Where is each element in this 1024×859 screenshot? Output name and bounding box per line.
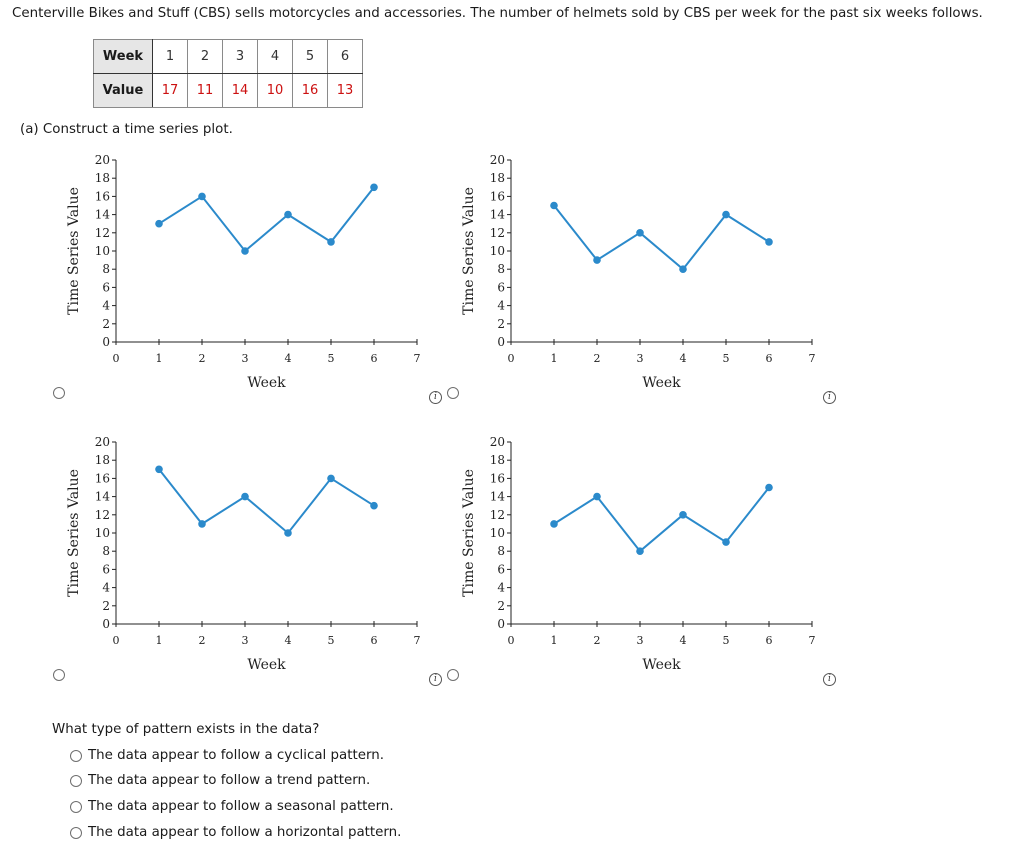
y-tick-label: 4 [102, 298, 110, 313]
x-tick-label: 5 [722, 634, 730, 647]
option-radio[interactable] [70, 801, 82, 813]
x-tick-label: 0 [507, 352, 515, 365]
table-cell-value: 14 [223, 74, 258, 108]
data-point [636, 229, 644, 237]
option-radio[interactable] [70, 775, 82, 787]
x-tick-label: 1 [550, 634, 558, 647]
y-tick-label: 6 [497, 562, 505, 577]
x-tick-label: 0 [507, 634, 515, 647]
y-tick-label: 12 [94, 225, 110, 240]
table-header-week: Week [94, 40, 153, 74]
data-point [155, 220, 163, 228]
table-cell-value: 16 [293, 74, 328, 108]
series-line [554, 488, 769, 552]
data-point [241, 247, 249, 255]
x-tick-label: 7 [413, 352, 421, 365]
data-point [550, 202, 558, 210]
y-axis-label: Time Series Value [66, 187, 82, 315]
y-tick-label: 18 [489, 171, 505, 186]
table-row-value [94, 74, 363, 108]
data-point [636, 547, 644, 555]
x-tick-label: 2 [198, 352, 206, 365]
data-point [679, 511, 687, 519]
table-cell-week: 2 [188, 40, 223, 74]
option-label: The data appear to follow a seasonal pattern. [88, 799, 394, 814]
x-tick-label: 4 [284, 352, 292, 365]
option-label: The data appear to follow a horizontal pattern. [88, 825, 402, 840]
data-point [284, 529, 292, 537]
y-tick-label: 8 [102, 262, 110, 277]
x-tick-label: 6 [370, 634, 378, 647]
table-cell-week: 6 [328, 40, 363, 74]
option-radio[interactable] [70, 750, 82, 762]
pattern-question: What type of pattern exists in the data? [52, 722, 320, 737]
y-axis-label: Time Series Value [461, 187, 477, 315]
time-series-plot-option-1 [60, 148, 440, 398]
info-icon[interactable]: i [823, 391, 836, 404]
time-series-plot-option-3 [60, 430, 440, 680]
x-tick-label: 1 [550, 352, 558, 365]
x-tick-label: 5 [327, 634, 335, 647]
y-tick-label: 18 [94, 453, 110, 468]
x-tick-label: 3 [241, 352, 249, 365]
y-tick-label: 2 [497, 598, 505, 613]
data-point [198, 520, 206, 528]
plot-option-3-radio[interactable] [53, 669, 65, 681]
table-cell-value: 13 [328, 74, 363, 108]
x-tick-label: 3 [636, 634, 644, 647]
y-tick-label: 20 [94, 435, 110, 449]
y-tick-label: 18 [94, 171, 110, 186]
y-tick-label: 6 [102, 562, 110, 577]
y-tick-label: 0 [102, 335, 110, 349]
table-header-value: Value [94, 74, 153, 108]
table-row-week [94, 40, 363, 74]
data-point [241, 493, 249, 501]
y-tick-label: 16 [489, 471, 505, 486]
y-axis-label: Time Series Value [66, 469, 82, 597]
x-tick-label: 2 [198, 634, 206, 647]
info-icon[interactable]: i [429, 673, 442, 686]
y-tick-label: 10 [489, 526, 505, 540]
x-tick-label: 1 [155, 352, 163, 365]
y-tick-label: 4 [497, 298, 505, 313]
y-tick-label: 12 [489, 507, 505, 522]
x-axis-label: Week [247, 657, 286, 673]
plot-option-2-radio[interactable] [447, 387, 459, 399]
data-point [679, 265, 687, 273]
y-tick-label: 14 [489, 207, 505, 222]
info-icon[interactable]: i [429, 391, 442, 404]
y-tick-label: 16 [94, 471, 110, 486]
y-tick-label: 6 [102, 280, 110, 295]
y-tick-label: 2 [102, 598, 110, 613]
plot-option-4-radio[interactable] [447, 669, 459, 681]
x-tick-label: 3 [241, 634, 249, 647]
x-tick-label: 2 [593, 634, 601, 647]
info-icon[interactable]: i [823, 673, 836, 686]
x-tick-label: 6 [765, 634, 773, 647]
y-tick-label: 14 [94, 489, 110, 504]
table-cell-value: 11 [188, 74, 223, 108]
x-tick-label: 0 [112, 352, 120, 365]
time-series-plot-option-4 [455, 430, 835, 680]
data-point [593, 493, 601, 501]
y-tick-label: 12 [489, 225, 505, 240]
y-tick-label: 20 [94, 153, 110, 167]
table-cell-week: 5 [293, 40, 328, 74]
data-point [370, 184, 378, 192]
y-tick-label: 8 [102, 544, 110, 559]
y-axis-label: Time Series Value [461, 469, 477, 597]
x-tick-label: 4 [679, 352, 687, 365]
option-label: The data appear to follow a trend pattern. [88, 773, 371, 788]
table-cell-week: 3 [223, 40, 258, 74]
x-tick-label: 0 [112, 634, 120, 647]
y-tick-label: 2 [102, 316, 110, 331]
x-tick-label: 5 [327, 352, 335, 365]
series-line [159, 469, 374, 533]
x-tick-label: 1 [155, 634, 163, 647]
y-tick-label: 20 [489, 435, 505, 449]
y-tick-label: 12 [94, 507, 110, 522]
y-tick-label: 14 [489, 489, 505, 504]
series-line [159, 187, 374, 251]
x-tick-label: 7 [808, 634, 816, 647]
series-line [554, 206, 769, 270]
y-tick-label: 8 [497, 544, 505, 559]
data-point [765, 238, 773, 246]
y-tick-label: 14 [94, 207, 110, 222]
y-tick-label: 20 [489, 153, 505, 167]
table-cell-value: 10 [258, 74, 293, 108]
x-tick-label: 6 [370, 352, 378, 365]
x-axis-label: Week [247, 375, 286, 391]
table-cell-week: 1 [153, 40, 188, 74]
intro-text: Centerville Bikes and Stuff (CBS) sells motorcycles and accessories. The number of helmets sold by CBS per week for the past six weeks follows. [12, 6, 983, 21]
x-tick-label: 2 [593, 352, 601, 365]
x-axis-label: Week [642, 375, 681, 391]
x-tick-label: 4 [679, 634, 687, 647]
x-tick-label: 6 [765, 352, 773, 365]
x-tick-label: 7 [808, 352, 816, 365]
x-tick-label: 4 [284, 634, 292, 647]
y-tick-label: 4 [497, 580, 505, 595]
y-tick-label: 10 [489, 244, 505, 258]
y-tick-label: 16 [489, 189, 505, 204]
data-point [327, 475, 335, 483]
data-point [550, 520, 558, 528]
y-tick-label: 18 [489, 453, 505, 468]
y-tick-label: 4 [102, 580, 110, 595]
y-tick-label: 0 [497, 335, 505, 349]
plot-option-1-radio[interactable] [53, 387, 65, 399]
y-tick-label: 16 [94, 189, 110, 204]
y-tick-label: 10 [94, 244, 110, 258]
part-a-prompt: (a) Construct a time series plot. [20, 122, 233, 137]
data-point [370, 502, 378, 510]
time-series-plot-option-2 [455, 148, 835, 398]
table-cell-value: 17 [153, 74, 188, 108]
y-tick-label: 2 [497, 316, 505, 331]
x-tick-label: 7 [413, 634, 421, 647]
data-point [593, 256, 601, 264]
option-radio[interactable] [70, 827, 82, 839]
x-tick-label: 3 [636, 352, 644, 365]
data-point [198, 193, 206, 201]
y-tick-label: 6 [497, 280, 505, 295]
x-axis-label: Week [642, 657, 681, 673]
data-point [765, 484, 773, 492]
y-tick-label: 0 [102, 617, 110, 631]
y-tick-label: 10 [94, 526, 110, 540]
data-point [284, 211, 292, 219]
y-tick-label: 8 [497, 262, 505, 277]
option-label: The data appear to follow a cyclical pattern. [88, 748, 384, 763]
data-point [722, 211, 730, 219]
data-point [327, 238, 335, 246]
table-cell-week: 4 [258, 40, 293, 74]
x-tick-label: 5 [722, 352, 730, 365]
y-tick-label: 0 [497, 617, 505, 631]
data-point [155, 466, 163, 474]
data-point [722, 538, 730, 546]
helmet-sales-table [93, 39, 363, 108]
